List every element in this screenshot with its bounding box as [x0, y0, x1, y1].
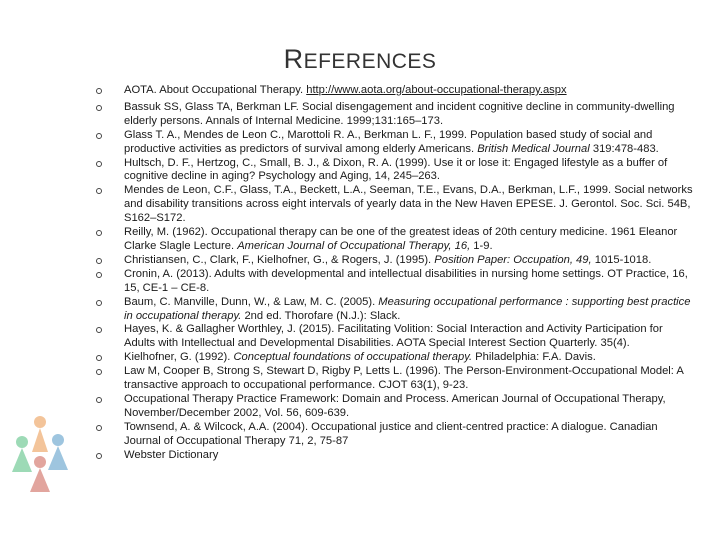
reference-text: Reilly, M. (1962). Occupational therapy can be one of the greatest ideas of 20th century medicine. 1961 Eleanor Clarke Slagle Lecture. [124, 226, 678, 252]
reference-italic: Conceptual foundations of occupational therapy. [233, 351, 473, 364]
reference-text: Hayes, K. & Gallagher Worthley, J. (2015). Facilitating Volition: Social Interaction and Activity Participation for Adults with Intellectual and Developmental Disabilities. AOTA Special Interest Section Quarterly. 35(4). [124, 323, 663, 350]
reference-italic: British Medical Journal [477, 142, 590, 155]
reference-list [96, 84, 696, 462]
bullet-icon [96, 230, 102, 236]
reference-text: Mendes de Leon, C.F., Glass, T.A., Beckett, L.A., Seeman, T.E., Evans, D.A., Berkman, L.F., 1999. Social networks and disability transitions across eight intervals of yearly data in the New Haven EPESE. J. Gerontol. Soc. Sci. 54B, S162–S172. [124, 184, 693, 225]
bullet-icon [96, 453, 102, 459]
reference-text: Occupational Therapy Practice Framework: Domain and Process. American Journal of Occupational Therapy, November/December 2002, Vol. 56, 609-639. [124, 392, 666, 419]
reference-text-after: 1-9. [470, 239, 493, 252]
reference-text-after: 1015-1018. [591, 253, 652, 266]
title-initial: R [283, 44, 304, 74]
bullet-icon [96, 397, 102, 403]
reference-text: Bassuk SS, Glass TA, Berkman LF. Social disengagement and incident cognitive decline in community-dwelling elderly persons. Annals of Internal Medicine. 1999;131:165–173. [124, 100, 675, 127]
reference-text-after: 319:478-483. [589, 142, 659, 155]
reference-text: Baum, C. Manville, Dunn, W., & Law, M. C. (2005). [124, 295, 379, 308]
reference-item [96, 365, 696, 393]
bullet-icon [96, 188, 102, 194]
bullet-icon [96, 133, 102, 139]
bullet-icon [96, 258, 102, 264]
bullet-icon [96, 425, 102, 431]
reference-italic: Position Paper: Occupation, 49, [434, 253, 592, 266]
reference-item [96, 84, 696, 98]
bullet-icon [96, 105, 102, 111]
bullet-icon [96, 369, 102, 375]
reference-item [96, 323, 696, 351]
reference-text: Webster Dictionary [124, 448, 219, 461]
bullet-icon [96, 355, 102, 361]
reference-item [96, 184, 696, 226]
reference-item [96, 351, 696, 365]
reference-item [96, 226, 696, 254]
reference-text: AOTA. About Occupational Therapy. [124, 84, 307, 96]
aota-link[interactable]: http://www.aota.org/about-occupational-therapy.aspx [306, 84, 567, 96]
reference-item [96, 421, 696, 449]
reference-item [96, 254, 696, 268]
reference-text: Law M, Cooper B, Strong S, Stewart D, Rigby P, Letts L. (1996). The Person-Environment-Occupational Model: A transactive approach to occupational performance. CJOT 63(1), 9-23. [124, 365, 684, 392]
bullet-icon [96, 272, 102, 278]
bullet-icon [96, 88, 102, 94]
bullet-icon [96, 161, 102, 167]
reference-item [96, 296, 696, 324]
bullet-icon [96, 300, 102, 306]
page-title [0, 44, 720, 75]
reference-item [96, 449, 696, 463]
reference-text: Townsend, A. & Wilcock, A.A. (2004). Occupational justice and client-centred practice: A dialogue. Canadian Journal of Occupational Therapy 71, 2, 75-87 [124, 420, 658, 447]
reference-text: Glass T. A., Mendes de Leon C., Marottoli R. A., Berkman L. F., 1999. Population based study of social and productive activities as predictors of survival among elderly Americans. [124, 128, 653, 155]
reference-item [96, 157, 696, 185]
bullet-icon [96, 327, 102, 333]
reference-item [96, 129, 696, 157]
title-rest: EFERENCES [303, 50, 437, 73]
reference-text: Kielhofner, G. (1992). [124, 351, 234, 364]
reference-item [96, 268, 696, 296]
reference-text: Cronin, A. (2013). Adults with developmental and intellectual disabilities in nursing home settings. OT Practice, 16, 15, CE-1 – CE-8. [124, 267, 688, 294]
reference-italic: American Journal of Occupational Therapy, 16, [237, 239, 471, 252]
reference-item [96, 101, 696, 129]
reference-text: Christiansen, C., Clark, F., Kielhofner, G., & Rogers, J. (1995). [124, 253, 435, 266]
reference-item [96, 393, 696, 421]
reference-text-after: 2nd ed. Thorofare (N.J.): Slack. [241, 309, 401, 322]
reference-italic: Measuring occupational performance : supporting best practice in occupational therapy. [124, 295, 691, 322]
reference-text: Hultsch, D. F., Hertzog, C., Small, B. J., & Dixon, R. A. (1999). Use it or lose it: Engaged lifestyle as a buffer of cognitive decline in aging? Psychology and Aging, 14, 245–263. [124, 156, 668, 183]
reference-text-after: Philadelphia: F.A. Davis. [472, 351, 596, 364]
